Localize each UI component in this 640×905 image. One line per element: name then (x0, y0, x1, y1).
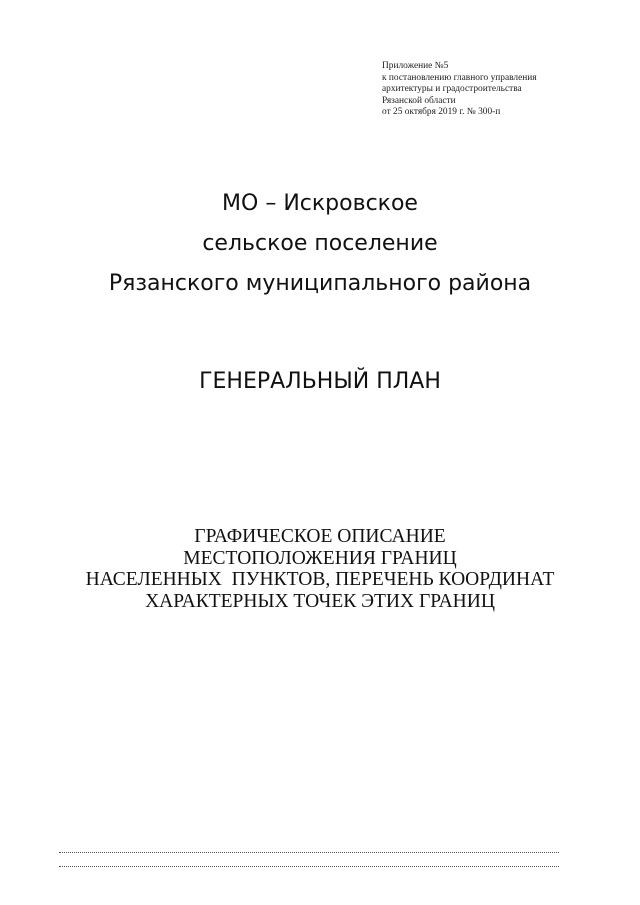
appendix-line-date: от 25 октября 2019 г. № 300-п (382, 107, 501, 118)
subtitle-line-3: НАСЕЛЕННЫХ ПУНКТОВ, ПЕРЕЧЕНЬ КООРДИНАТ (85, 569, 555, 590)
document-subtitle (0, 526, 640, 612)
footer-divider-bottom (59, 866, 559, 867)
appendix-line-region: Рязанской области (382, 95, 456, 106)
municipality-heading (0, 184, 640, 304)
footer-divider-top (59, 852, 559, 853)
subtitle-line-1: ГРАФИЧЕСКОЕ ОПИСАНИЕ (194, 526, 446, 547)
municipality-line-district: Рязанского муниципального района (108, 271, 532, 296)
appendix-line-department: архитектуры и градостроительства (382, 84, 522, 95)
appendix-line-decree: к постановлению главного управления (382, 72, 537, 83)
municipality-line-name: МО – Искровское (222, 191, 418, 216)
appendix-line-number: Приложение №5 (382, 61, 449, 71)
subtitle-line-4: ХАРАКТЕРНЫХ ТОЧЕК ЭТИХ ГРАНИЦ (145, 590, 495, 612)
municipality-line-settlement: сельское поселение (202, 231, 438, 256)
subtitle-line-2: МЕСТОПОЛОЖЕНИЯ ГРАНИЦ (183, 547, 457, 569)
document-title: ГЕНЕРАЛЬНЫЙ ПЛАН (199, 369, 441, 394)
appendix-note (382, 61, 622, 119)
